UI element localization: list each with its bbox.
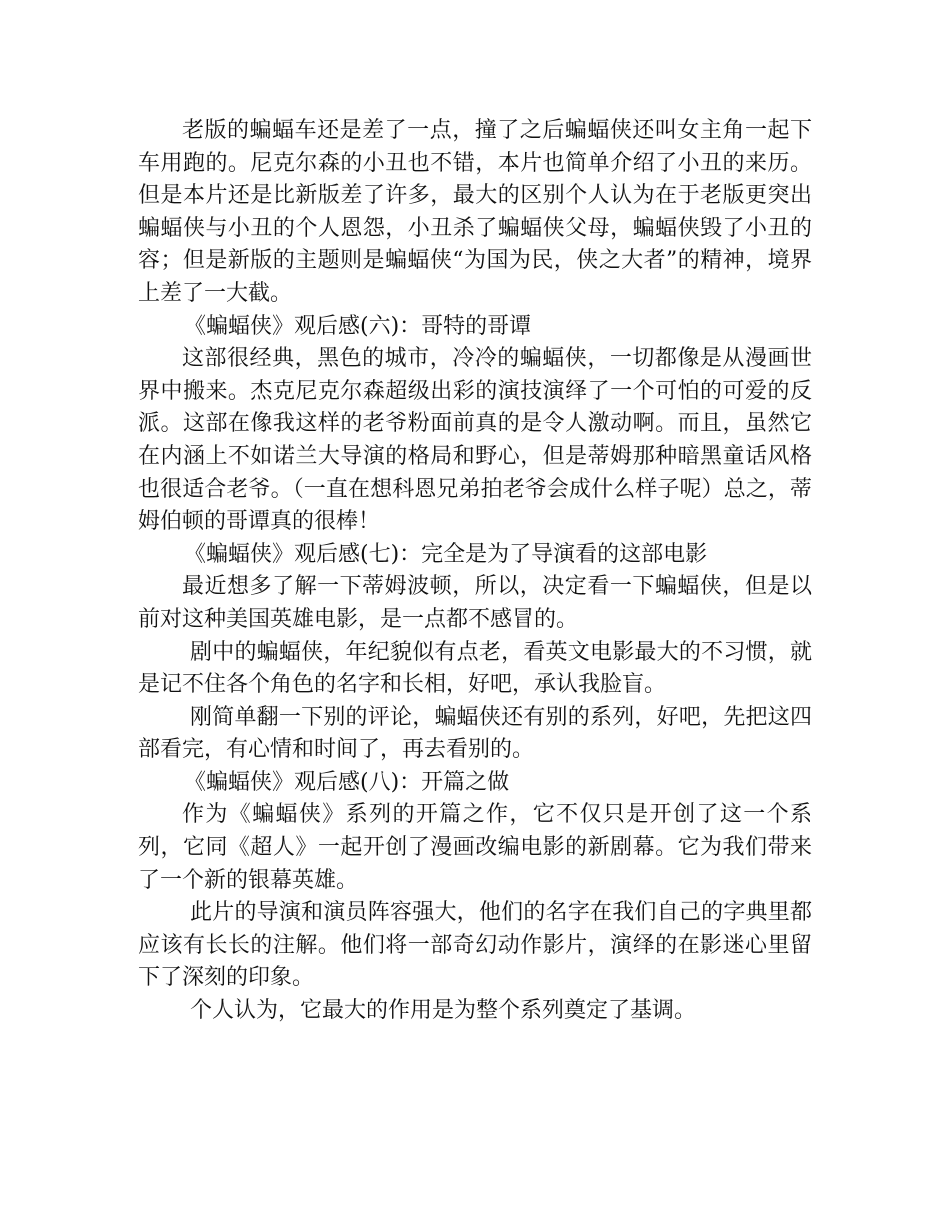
section-heading-7: 《蝙蝠侠》观后感(七)：完全是为了导演看的这部电影 — [184, 541, 708, 567]
paragraph-other-series: 刚简单翻一下别的评论，蝙蝠侠还有别的系列，好吧，先把这四部看完，有心情和时间了，再去看别的。 — [138, 704, 812, 763]
paragraph-cast-and-director: 此片的导演和演员阵容强大，他们的名字在我们自己的字典里都应该有长长的注解。他们将一部奇幻动作影片，演绎的在影迷心里留下了深刻的印象。 — [138, 900, 812, 991]
paragraph-set-tone: 个人认为，它最大的作用是为整个系列奠定了基调。 — [190, 998, 697, 1024]
section-heading-6: 《蝙蝠侠》观后感(六)：哥特的哥谭 — [184, 313, 532, 339]
document-page — [138, 115, 812, 1028]
paragraph-tim-burton-intro: 最近想多了解一下蒂姆波顿，所以，决定看一下蝙蝠侠，但是以前对这种美国英雄电影，是一点都不感冒的。 — [138, 574, 812, 632]
paragraph-face-blind: 剧中的蝙蝠侠，年纪貌似有点老，看英文电影最大的不习惯，就是记不住各个角色的名字和长相，好吧，承认我脸盲。 — [138, 639, 812, 698]
paragraph-old-version-comparison: 老版的蝙蝠车还是差了一点，撞了之后蝙蝠侠还叫女主角一起下车用跑的。尼克尔森的小丑也不错，本片也简单介绍了小丑的来历。但是本片还是比新版差了许多，最大的区别个人认为在于老版更突出蝙蝠侠与小丑的个人恩怨，小丑杀了蝙蝠侠父母，蝙蝠侠毁了小丑的容；但是新版的主题则是蝙蝠侠“为国为民，侠之大者”的精神，境界上差了一大截。 — [138, 118, 812, 306]
paragraph-opening-work: 作为《蝙蝠侠》系列的开篇之作，它不仅只是开创了这一个系列，它同《超人》一起开创了漫画改编电影的新剧幕。它为我们带来了一个新的银幕英雄。 — [138, 802, 812, 893]
section-heading-8: 《蝙蝠侠》观后感(八)：开篇之做 — [184, 769, 510, 795]
paragraph-gothic-gotham: 这部很经典，黑色的城市，冷冷的蝙蝠侠，一切都像是从漫画世界中搬来。杰克尼克尔森超级出彩的演技演绎了一个可怕的可爱的反派。这部在像我这样的老爷粉面前真的是令人激动啊。而且，虽然它在内涵上不如诺兰大导演的格局和野心，但是蒂姆那种暗黑童话风格也很适合老爷。（一直在想科恩兄弟拍老爷会成什么样子呢）总之，蒂姆伯顿的哥谭真的很棒！ — [138, 346, 812, 535]
